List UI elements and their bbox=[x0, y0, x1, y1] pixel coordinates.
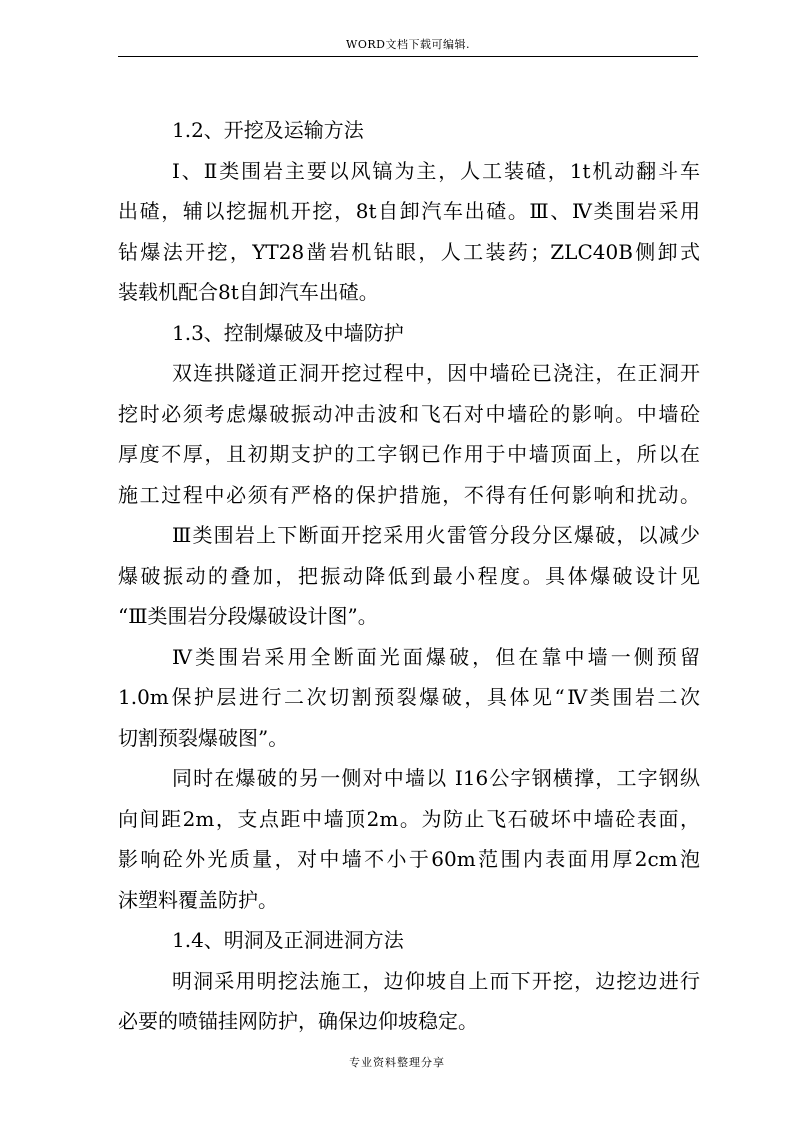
text-line: 挖时必须考虑爆破振动冲击波和飞石对中墙砼的影响。中墙砼 bbox=[118, 401, 700, 426]
text-line: 厚度不厚，且初期支护的工字钢已作用于中墙顶面上，所以在 bbox=[118, 442, 700, 466]
text-line: 1.0m保护层进行二次切割预裂爆破，具体见“Ⅳ类围岩二次 bbox=[118, 685, 700, 709]
text-line: 1.2、开挖及运输方法 bbox=[172, 118, 364, 142]
page-footer bbox=[0, 1054, 794, 1070]
text-line: 双连拱隧道正洞开挖过程中，因中墙砼已浇注，在正洞开 bbox=[172, 361, 700, 385]
header-text: WORD文档下载可编辑. bbox=[346, 38, 470, 51]
text-line: 1.3、控制爆破及中墙防护 bbox=[172, 320, 404, 345]
text-line: 装载机配合8t自卸汽车出碴。 bbox=[118, 280, 379, 304]
text-line: Ⅳ类围岩采用全断面光面爆破，但在靠中墙一侧预留 bbox=[172, 644, 700, 669]
text-line: “Ⅲ类围岩分段爆破设计图”。 bbox=[118, 604, 378, 628]
text-line: 同时在爆破的另一侧对中墙以 I16公字钢横撑，工字钢纵 bbox=[172, 766, 700, 790]
page-header bbox=[118, 34, 698, 57]
text-line: 必要的喷锚挂网防护，确保边仰坡稳定。 bbox=[118, 1009, 478, 1033]
text-line: 切割预裂爆破图”。 bbox=[118, 725, 289, 750]
text-line: 明洞采用明挖法施工，边仰坡自上而下开挖，边挖边进行 bbox=[172, 968, 700, 993]
text-line: 影响砼外光质量，对中墙不小于60m范围内表面用厚2cm泡 bbox=[118, 847, 700, 871]
text-line: 钻爆法开挖，YT28凿岩机钻眼，人工装药；ZLC40B侧卸式 bbox=[118, 239, 700, 264]
text-line: 1.4、明洞及正洞进洞方法 bbox=[172, 928, 404, 952]
text-line: 沫塑料覆盖防护。 bbox=[118, 887, 278, 912]
text-line: 爆破振动的叠加，把振动降低到最小程度。具体爆破设计见 bbox=[118, 563, 700, 588]
text-line: 施工过程中必须有严格的保护措施，不得有任何影响和扰动。 bbox=[118, 482, 700, 507]
footer-text: 专业资料整理分享 bbox=[349, 1056, 445, 1069]
text-line: 向间距2m，支点距中墙顶2m。为防止飞石破坏中墙砼表面， bbox=[118, 806, 700, 831]
text-line: 出碴，辅以挖掘机开挖，8t自卸汽车出碴。Ⅲ、Ⅳ类围岩采用 bbox=[118, 199, 700, 223]
text-line: Ⅲ类围岩上下断面开挖采用火雷管分段分区爆破，以减少 bbox=[172, 523, 700, 547]
document-body bbox=[118, 110, 700, 1042]
text-line: Ⅰ、Ⅱ类围岩主要以风镐为主，人工装碴，1t机动翻斗车 bbox=[172, 158, 700, 183]
